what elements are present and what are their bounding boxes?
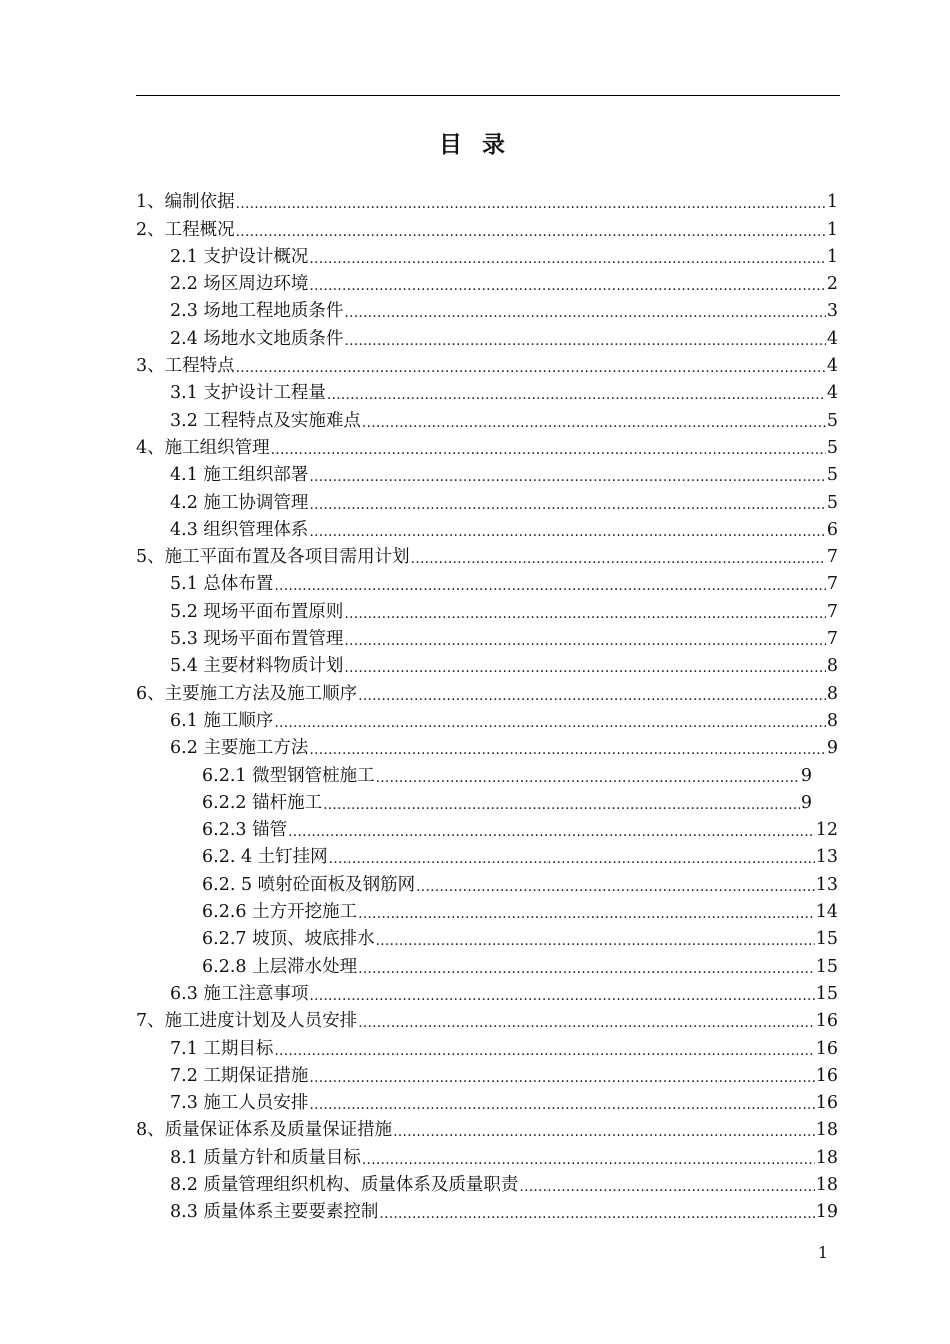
toc-entry[interactable] xyxy=(136,1032,838,1059)
table-of-contents xyxy=(136,186,838,1223)
toc-entry[interactable] xyxy=(136,295,838,322)
dot-leader xyxy=(362,1151,815,1169)
dot-leader xyxy=(309,987,814,1005)
dot-leader xyxy=(323,796,800,814)
toc-entry-title: 4.3 组织管理体系 xyxy=(170,519,309,540)
toc-entry-title: 2.3 场地工程地质条件 xyxy=(170,301,344,322)
dot-leader xyxy=(344,659,825,677)
toc-page-number: 15 xyxy=(815,983,838,1004)
toc-entry-title: 8.1 质量方针和质量目标 xyxy=(170,1147,361,1168)
toc-entry-title: 6.2. 5 喷射砼面板及钢筋网 xyxy=(202,874,416,895)
toc-page-number: 1 xyxy=(826,219,838,240)
toc-page-number: 12 xyxy=(815,820,838,841)
dot-leader xyxy=(411,550,826,568)
dot-leader xyxy=(344,605,825,623)
toc-entry-title: 6.2.2 锚杆施工 xyxy=(202,792,323,813)
toc-entry[interactable] xyxy=(136,732,838,759)
toc-entry[interactable] xyxy=(136,623,838,650)
toc-page-number: 19 xyxy=(815,1202,838,1223)
toc-entry[interactable] xyxy=(136,514,838,541)
toc-entry[interactable] xyxy=(136,677,838,704)
toc-page-number: 16 xyxy=(815,1065,838,1086)
toc-entry-title: 2.4 场地水文地质条件 xyxy=(170,328,344,349)
dot-leader xyxy=(416,878,815,896)
toc-entry-title: 6.2 主要施工方法 xyxy=(170,738,309,759)
toc-entry-title: 6.1 施工顺序 xyxy=(170,710,274,731)
dot-leader xyxy=(376,769,800,787)
toc-entry[interactable] xyxy=(136,1005,838,1032)
toc-entry[interactable] xyxy=(136,1087,838,1114)
toc-page-number: 5 xyxy=(826,465,838,486)
toc-entry[interactable] xyxy=(136,213,838,240)
dot-leader xyxy=(344,632,825,650)
toc-entry-title: 8.2 质量管理组织机构、质量体系及质量职责 xyxy=(170,1174,519,1195)
dot-leader xyxy=(271,441,826,459)
toc-page-number: 2 xyxy=(826,274,838,295)
toc-page-number: 4 xyxy=(826,356,838,377)
dot-leader xyxy=(358,960,815,978)
toc-entry-title: 2.2 场区周边环境 xyxy=(170,274,309,295)
toc-page-number: 8 xyxy=(826,710,838,731)
toc-entry-title: 6、主要施工方法及施工顺序 xyxy=(136,683,358,704)
toc-entry[interactable] xyxy=(136,923,838,950)
toc-entry[interactable] xyxy=(136,787,838,814)
toc-entry[interactable] xyxy=(136,186,838,213)
toc-page-number: 15 xyxy=(815,956,838,977)
toc-entry-title: 6.2.1 微型钢管桩施工 xyxy=(202,765,375,786)
dot-leader xyxy=(274,1042,814,1060)
toc-entry[interactable] xyxy=(136,896,838,923)
toc-entry-title: 4.2 施工协调管理 xyxy=(170,492,309,513)
toc-page-number: 7 xyxy=(826,601,838,622)
toc-page-number: 5 xyxy=(826,437,838,458)
toc-page-number: 9 xyxy=(800,792,812,813)
toc-entry-title: 6.2.7 坡顶、坡底排水 xyxy=(202,929,375,950)
dot-leader xyxy=(358,1014,815,1032)
dot-leader xyxy=(344,332,825,350)
toc-entry-title: 5.4 主要材料物质计划 xyxy=(170,656,344,677)
dot-leader xyxy=(274,714,825,732)
toc-entry-title: 7、施工进度计划及人员安排 xyxy=(136,1011,358,1032)
toc-entry[interactable] xyxy=(136,1141,838,1168)
toc-page-number: 1 xyxy=(826,246,838,267)
dot-leader xyxy=(309,496,825,514)
dot-leader xyxy=(236,359,826,377)
toc-entry[interactable] xyxy=(136,541,838,568)
toc-page-number: 5 xyxy=(826,492,838,513)
toc-entry-title: 6.2.8 上层滞水处理 xyxy=(202,956,358,977)
toc-entry-title: 2、工程概况 xyxy=(136,219,235,240)
dot-leader xyxy=(379,1205,814,1223)
toc-entry-title: 2.1 支护设计概况 xyxy=(170,246,309,267)
toc-entry[interactable] xyxy=(136,486,838,513)
toc-entry[interactable] xyxy=(136,1169,838,1196)
toc-entry-title: 4、施工组织管理 xyxy=(136,437,270,458)
toc-entry[interactable] xyxy=(136,377,838,404)
dot-leader xyxy=(376,932,815,950)
toc-entry[interactable] xyxy=(136,459,838,486)
toc-page-number: 1 xyxy=(826,192,838,213)
toc-entry-title: 7.1 工期目标 xyxy=(170,1038,274,1059)
dot-leader xyxy=(274,577,825,595)
toc-entry[interactable] xyxy=(136,595,838,622)
dot-leader xyxy=(309,523,825,541)
toc-entry[interactable] xyxy=(136,1060,838,1087)
dot-leader xyxy=(344,304,825,322)
dot-leader xyxy=(358,905,815,923)
dot-leader xyxy=(309,1096,814,1114)
dot-leader xyxy=(236,223,826,241)
toc-entry[interactable] xyxy=(136,241,838,268)
toc-entry-title: 8、质量保证体系及质量保证措施 xyxy=(136,1120,393,1141)
toc-entry[interactable] xyxy=(136,568,838,595)
toc-entry-title: 5.1 总体布置 xyxy=(170,574,274,595)
toc-entry[interactable] xyxy=(136,432,838,459)
toc-entry-title: 5.3 现场平面布置管理 xyxy=(170,629,344,650)
toc-entry[interactable] xyxy=(136,759,838,786)
dot-leader xyxy=(309,277,825,295)
toc-page-number: 16 xyxy=(815,1093,838,1114)
page-number-footer: 1 xyxy=(817,1243,828,1262)
toc-entry-title: 5、施工平面布置及各项目需用计划 xyxy=(136,547,410,568)
toc-entry[interactable] xyxy=(136,841,838,868)
toc-entry-title: 3.1 支护设计工程量 xyxy=(170,383,326,404)
toc-entry-title: 6.2. 4 土钉挂网 xyxy=(202,847,328,868)
toc-entry[interactable] xyxy=(136,1196,838,1223)
dot-leader xyxy=(236,195,826,213)
dot-leader xyxy=(309,468,825,486)
toc-entry[interactable] xyxy=(136,1114,838,1141)
dot-leader xyxy=(358,687,826,705)
page-title: 目 录 xyxy=(438,131,511,158)
toc-page-number: 8 xyxy=(826,683,838,704)
toc-page-number: 18 xyxy=(815,1120,838,1141)
dot-leader xyxy=(393,1123,815,1141)
toc-entry-title: 7.3 施工人员安排 xyxy=(170,1093,309,1114)
dot-leader xyxy=(309,741,825,759)
toc-entry-title: 3.2 工程特点及实施难点 xyxy=(170,410,361,431)
toc-page-number: 14 xyxy=(815,902,838,923)
toc-page-number: 3 xyxy=(826,301,838,322)
toc-page-number: 13 xyxy=(815,847,838,868)
toc-page-number: 7 xyxy=(826,574,838,595)
dot-leader xyxy=(362,414,826,432)
toc-page-number: 7 xyxy=(826,547,838,568)
toc-page-number: 6 xyxy=(826,519,838,540)
toc-entry[interactable] xyxy=(136,650,838,677)
toc-entry[interactable] xyxy=(136,950,838,977)
toc-entry-title: 1、编制依据 xyxy=(136,192,235,213)
toc-page-number: 7 xyxy=(826,629,838,650)
toc-entry[interactable] xyxy=(136,868,838,895)
toc-page-number: 13 xyxy=(815,874,838,895)
toc-entry[interactable] xyxy=(136,350,838,377)
toc-entry-title: 5.2 现场平面布置原则 xyxy=(170,601,344,622)
toc-page-number: 4 xyxy=(826,383,838,404)
toc-entry[interactable] xyxy=(136,705,838,732)
dot-leader xyxy=(309,250,825,268)
toc-entry[interactable] xyxy=(136,322,838,349)
dot-leader xyxy=(329,850,815,868)
toc-entry-title: 6.3 施工注意事项 xyxy=(170,983,309,1004)
toc-entry-title: 8.3 质量体系主要要素控制 xyxy=(170,1202,379,1223)
header-rule xyxy=(136,95,840,96)
dot-leader xyxy=(288,823,815,841)
toc-page-number: 5 xyxy=(826,410,838,431)
toc-entry-title: 6.2.6 土方开挖施工 xyxy=(202,902,358,923)
toc-page-number: 18 xyxy=(815,1174,838,1195)
toc-page-number: 15 xyxy=(815,929,838,950)
toc-page-number: 4 xyxy=(826,328,838,349)
toc-entry[interactable] xyxy=(136,814,838,841)
toc-page-number: 16 xyxy=(815,1038,838,1059)
dot-leader xyxy=(309,1069,814,1087)
toc-page-number: 8 xyxy=(826,656,838,677)
toc-entry-title: 4.1 施工组织部署 xyxy=(170,465,309,486)
toc-entry[interactable] xyxy=(136,268,838,295)
toc-entry-title: 7.2 工期保证措施 xyxy=(170,1065,309,1086)
toc-entry[interactable] xyxy=(136,978,838,1005)
toc-page-number: 18 xyxy=(815,1147,838,1168)
toc-page-number: 9 xyxy=(800,765,812,786)
toc-page-number: 16 xyxy=(815,1011,838,1032)
toc-entry-title: 6.2.3 锚管 xyxy=(202,820,288,841)
dot-leader xyxy=(327,386,826,404)
toc-entry[interactable] xyxy=(136,404,838,431)
dot-leader xyxy=(519,1178,814,1196)
toc-entry-title: 3、工程特点 xyxy=(136,356,235,377)
toc-page-number: 9 xyxy=(826,738,838,759)
